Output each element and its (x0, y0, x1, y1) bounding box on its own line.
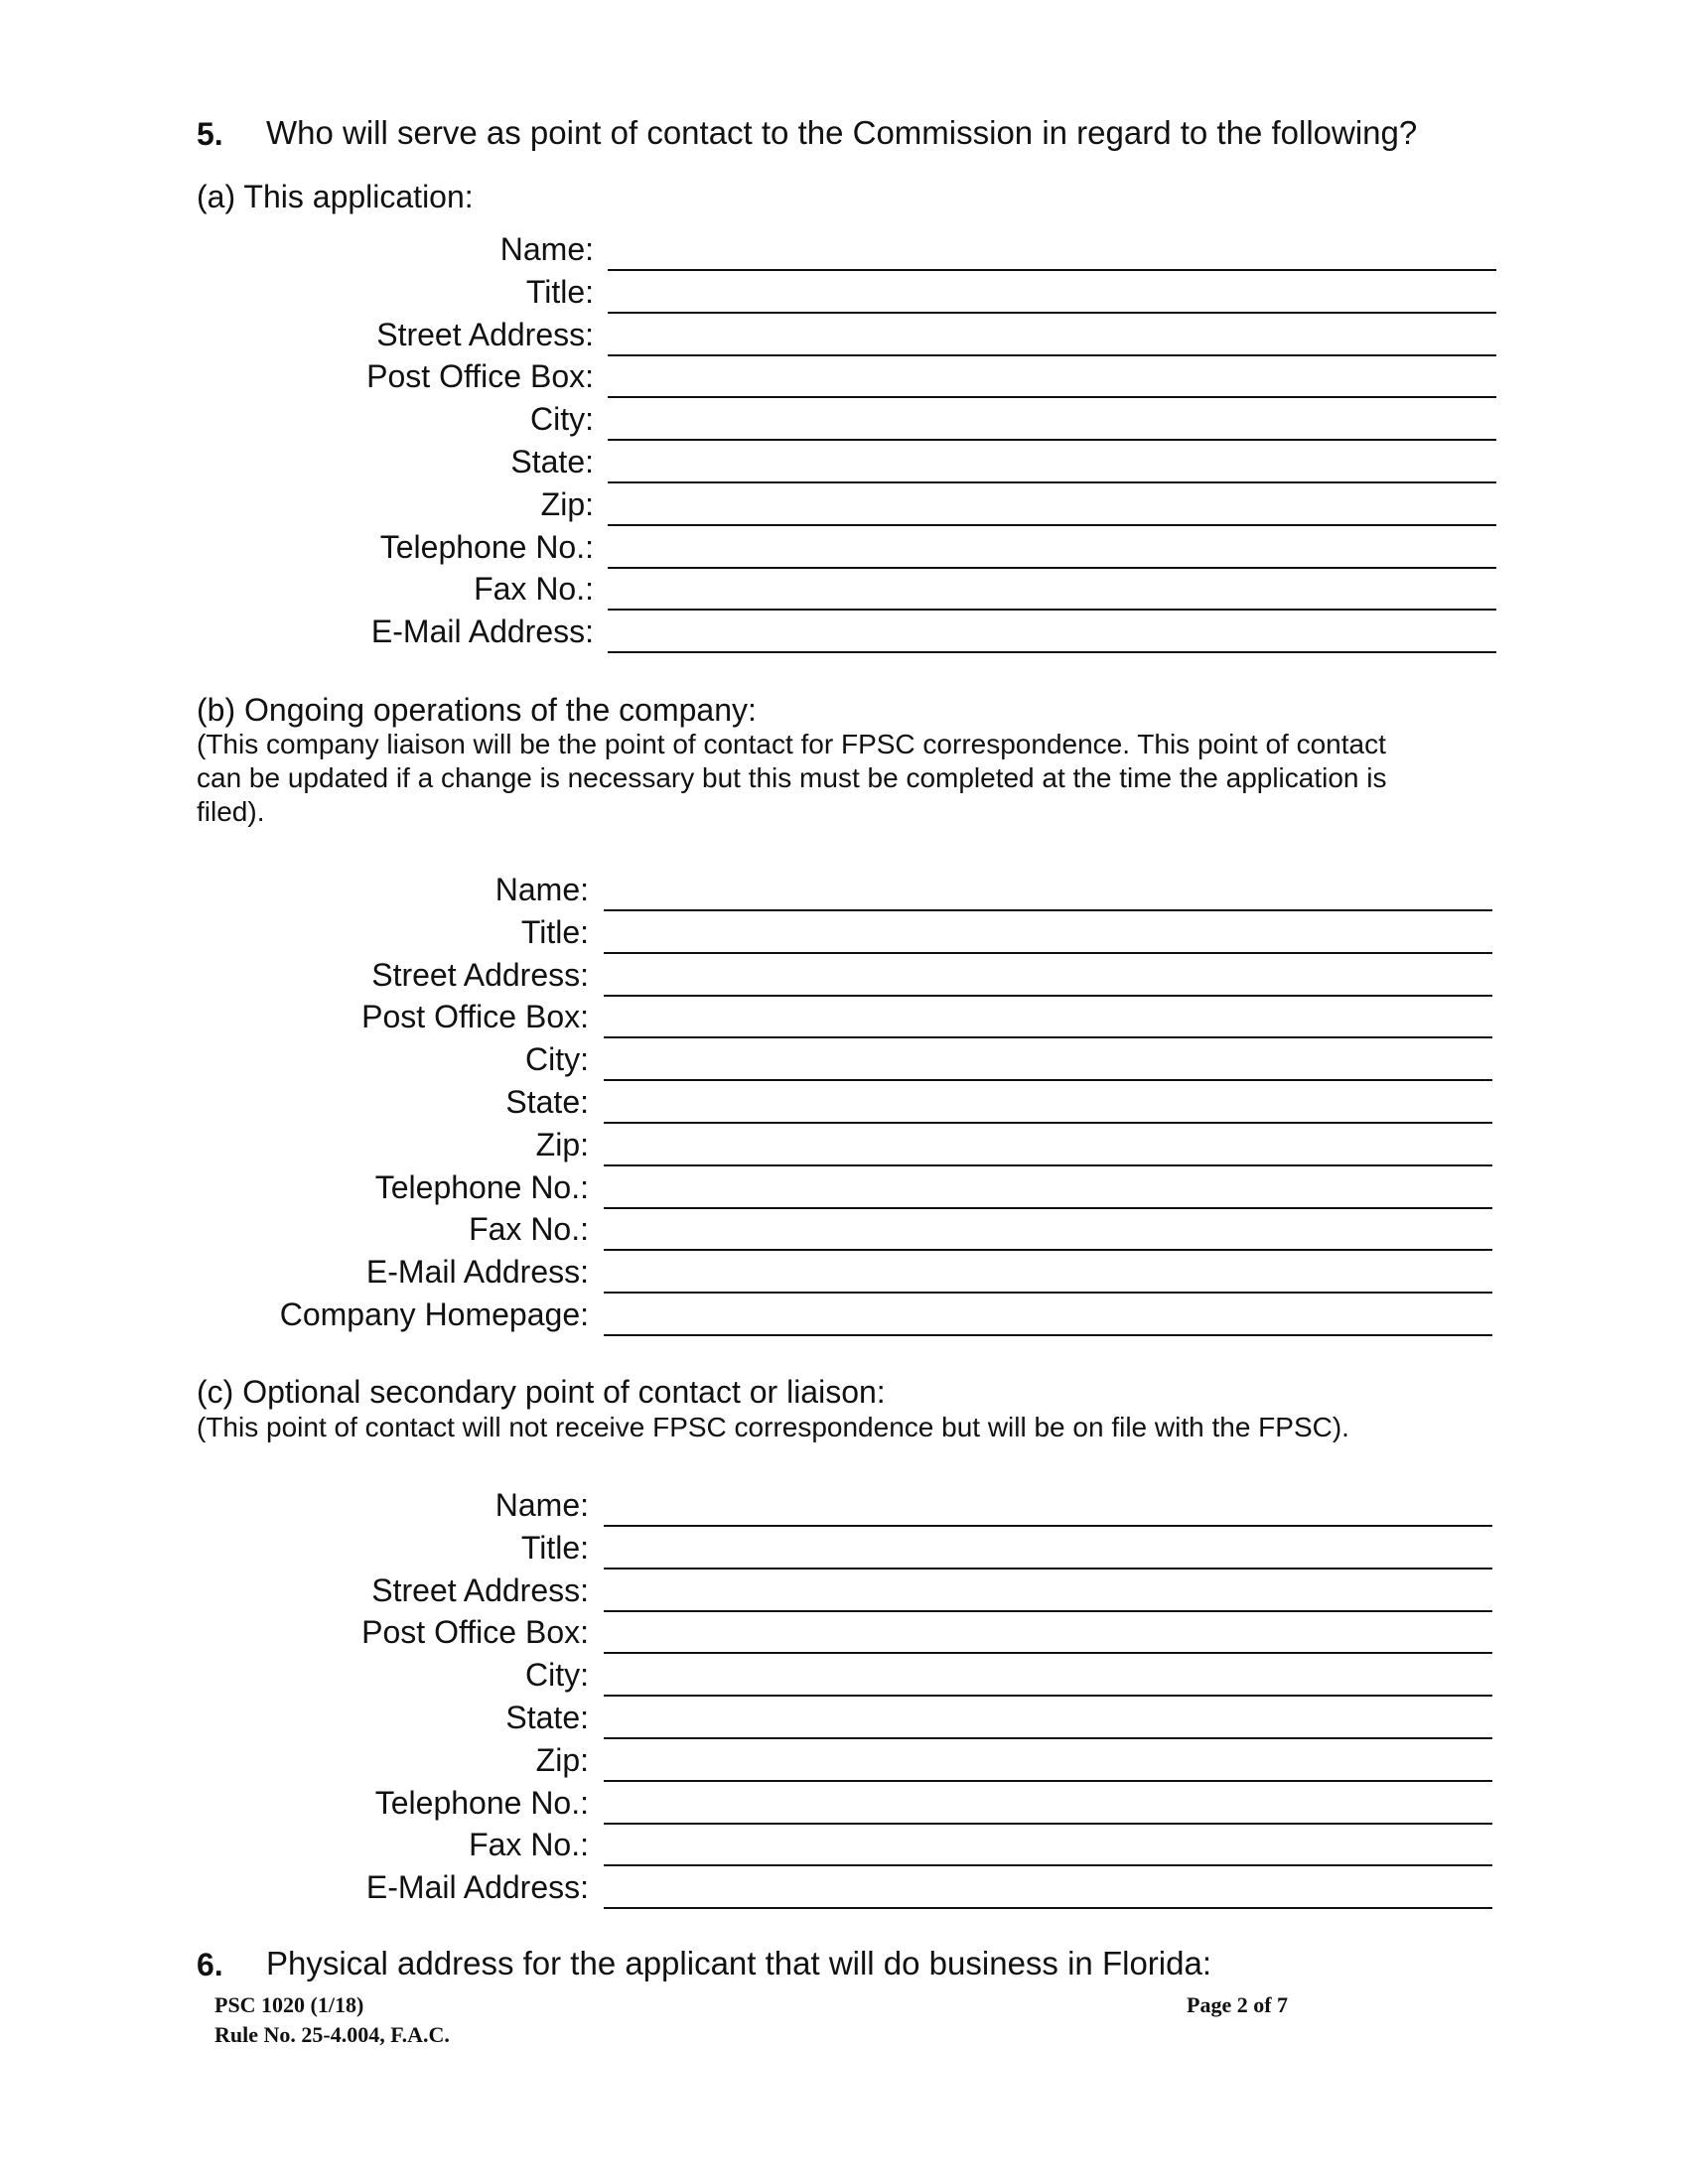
form-field-row (0, 358, 1496, 401)
field-label: Name: (494, 1487, 589, 1523)
field-input-line[interactable] (604, 1164, 1492, 1166)
form-field-row (0, 1700, 1492, 1742)
field-label: Telephone No.: (374, 1168, 589, 1205)
field-input-line[interactable] (604, 1079, 1492, 1081)
field-label: City: (530, 401, 594, 438)
footer-page-number: Page 2 of 7 (1187, 1992, 1289, 2017)
field-label: E-Mail Address: (365, 1254, 589, 1291)
form-field-row (0, 1614, 1492, 1657)
section-a-title: (a) This application: (197, 179, 474, 214)
field-label: Street Address: (376, 316, 594, 352)
field-label: Fax No.: (469, 1211, 589, 1248)
field-input-line[interactable] (604, 1823, 1492, 1825)
section-b-note-line: (This company liaison will be the point of contact for FPSC correspondence. This point of contact (197, 729, 1386, 759)
field-input-line[interactable] (608, 524, 1496, 526)
field-input-line[interactable] (608, 354, 1496, 356)
form-field-row (0, 1742, 1492, 1785)
field-input-line[interactable] (604, 1695, 1492, 1697)
field-label: E-Mail Address: (370, 614, 594, 650)
field-label: Company Homepage: (279, 1297, 589, 1332)
form-field-row (0, 1785, 1492, 1828)
field-label: Title: (520, 913, 589, 950)
form-field-row (0, 1297, 1492, 1339)
form-field-row (0, 914, 1492, 957)
field-label: Title: (525, 273, 594, 310)
field-input-line[interactable] (604, 952, 1492, 954)
field-input-line[interactable] (604, 1568, 1492, 1570)
form-field-row (0, 444, 1496, 486)
field-input-line[interactable] (604, 1292, 1492, 1294)
field-input-line[interactable] (604, 1907, 1492, 1909)
form-field-row (0, 1487, 1492, 1530)
field-input-line[interactable] (604, 1864, 1492, 1866)
field-input-line[interactable] (604, 995, 1492, 997)
form-field-row (0, 1657, 1492, 1700)
field-label: Name: (494, 872, 589, 907)
footer-form-id: PSC 1020 (1/18) (214, 1992, 364, 2017)
field-input-line[interactable] (604, 1122, 1492, 1124)
section-b-title: (b) Ongoing operations of the company: (197, 692, 757, 728)
field-input-line[interactable] (604, 1207, 1492, 1209)
footer-rule: Rule No. 25-4.004, F.A.C. (214, 2022, 450, 2047)
form-field-row (0, 1169, 1492, 1212)
field-label: Street Address: (371, 956, 589, 993)
field-input-line[interactable] (604, 909, 1492, 911)
form-field-row (0, 1827, 1492, 1869)
question-5-number: 5. (197, 116, 223, 152)
section-b-note-line: can be updated if a change is necessary but this must be completed at the time the application is (197, 762, 1387, 793)
field-label: Telephone No.: (374, 1784, 589, 1821)
field-input-line[interactable] (608, 651, 1496, 653)
form-field-row (0, 571, 1496, 614)
field-input-line[interactable] (604, 1249, 1492, 1251)
field-label: Title: (520, 1529, 589, 1566)
field-label: Post Office Box: (366, 358, 594, 395)
form-field-row (0, 999, 1492, 1041)
question-6-number: 6. (197, 1947, 223, 1982)
form-field-row (0, 614, 1496, 656)
field-label: State: (505, 1084, 589, 1120)
field-input-line[interactable] (604, 1036, 1492, 1038)
form-field-row (0, 1041, 1492, 1084)
field-label: Street Address: (371, 1571, 589, 1608)
field-label: Name: (499, 231, 594, 267)
field-input-line[interactable] (604, 1780, 1492, 1782)
form-field-row (0, 1127, 1492, 1169)
form-field-row (0, 529, 1496, 572)
field-label: Post Office Box: (361, 1614, 589, 1651)
field-label: Zip: (535, 1126, 589, 1162)
question-5-text: Who will serve as point of contact to the Commission in regard to the following? (266, 114, 1418, 151)
field-input-line[interactable] (604, 1334, 1492, 1336)
section-c-title: (c) Optional secondary point of contact or liaison: (197, 1374, 886, 1410)
field-label: State: (510, 444, 594, 479)
field-label: City: (525, 1041, 589, 1078)
field-input-line[interactable] (608, 567, 1496, 569)
form-field-row (0, 401, 1496, 444)
field-label: City: (525, 1657, 589, 1694)
field-input-line[interactable] (604, 1525, 1492, 1527)
field-label: Telephone No.: (379, 528, 594, 565)
field-label: Zip: (540, 485, 594, 522)
field-input-line[interactable] (604, 1737, 1492, 1739)
form-field-row (0, 1869, 1492, 1912)
field-input-line[interactable] (608, 269, 1496, 271)
field-label: State: (505, 1700, 589, 1735)
form-field-row (0, 231, 1496, 274)
form-field-row (0, 486, 1496, 529)
form-field-row (0, 274, 1496, 317)
field-input-line[interactable] (604, 1610, 1492, 1612)
section-b-note (197, 728, 1527, 829)
field-input-line[interactable] (608, 312, 1496, 314)
section-c-note: (This point of contact will not receive FPSC correspondence but will be on file with the FPSC). (197, 1412, 1349, 1442)
form-field-row (0, 1530, 1492, 1572)
form-field-row (0, 1572, 1492, 1615)
field-input-line[interactable] (608, 609, 1496, 611)
form-field-row (0, 1211, 1492, 1254)
form-field-row (0, 872, 1492, 914)
field-input-line[interactable] (604, 1652, 1492, 1654)
field-label: Zip: (535, 1741, 589, 1778)
field-label: Post Office Box: (361, 999, 589, 1035)
field-input-line[interactable] (608, 396, 1496, 398)
question-6-text: Physical address for the applicant that will do business in Florida: (266, 1945, 1211, 1981)
form-field-row (0, 957, 1492, 1000)
field-label: Fax No.: (469, 1827, 589, 1863)
field-input-line[interactable] (608, 481, 1496, 483)
field-input-line[interactable] (608, 439, 1496, 441)
section-b-note-line: filed). (197, 796, 265, 827)
field-label: Fax No.: (474, 571, 594, 608)
field-label: E-Mail Address: (365, 1869, 589, 1906)
form-field-row (0, 1084, 1492, 1127)
form-field-row (0, 1254, 1492, 1297)
form-field-row (0, 317, 1496, 359)
